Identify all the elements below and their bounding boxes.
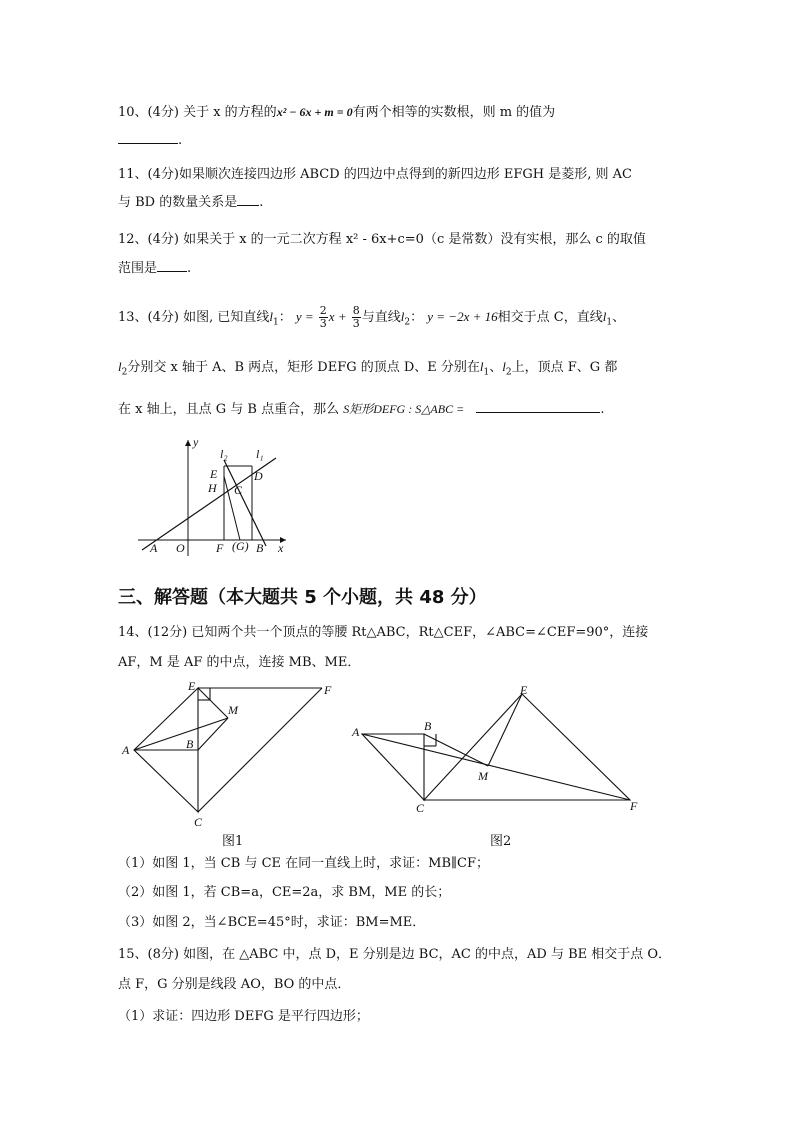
q12-line1: 12、(4分) 如果关于 x 的一元二次方程 x² - 6x+c=0（c 是常数）没有实根，那么 c 的取值 xyxy=(118,232,646,247)
q13-answer-blank[interactable] xyxy=(476,400,600,413)
q13-line2-b: 上，顶点 F、G 都 xyxy=(511,360,618,375)
q13-figure xyxy=(138,436,290,558)
q11-line2: 与 BD 的数量关系是 . xyxy=(118,195,264,210)
q13-line2: $l_2$分别交 x 轴于 A、B 两点，矩形 DEFG 的顶点 D、E 分别在$l_1$、$l_2$上，顶点 F、G 都 xyxy=(118,359,618,378)
q12-line2-text: 范围是 xyxy=(118,261,158,276)
fig13-label-y: y xyxy=(193,436,199,449)
fig13-label-H: H xyxy=(208,481,217,495)
q10-equation: x² − 6x + m = 0 xyxy=(276,105,353,119)
q15-line1: 15、(8分) 如图，在 △ABC 中，点 D，E 分别是边 BC，AC 的中点，AD 与 BE 相交于点 O． xyxy=(118,947,672,962)
fig2-label-A: A xyxy=(352,725,360,739)
q13-l1-label: l xyxy=(269,309,273,324)
q13-ratio: S矩形DEFG : S△ABC = xyxy=(343,402,465,416)
q14-sub3: （3）如图 2，当∠BCE=45°时，求证：BM=ME． xyxy=(118,915,426,930)
fig1-label-A: A xyxy=(122,743,130,757)
q10-prefix: 10、(4分) 关于 x 的方程的 xyxy=(118,105,277,120)
fig2-label-E: E xyxy=(520,684,528,697)
fig13-label-D: D xyxy=(254,469,263,483)
q10-answer-blank[interactable] xyxy=(118,131,178,144)
fig13-label-F: F xyxy=(216,541,224,555)
q11-line2-text: 与 BD 的数量关系是 xyxy=(118,195,238,210)
q13-line3: 在 x 轴上，且点 G 与 B 点重合，那么 S矩形DEFG : S△ABC = . xyxy=(118,402,605,417)
q12-answer-blank[interactable] xyxy=(157,259,187,272)
fig13-label-G: (G) xyxy=(232,539,249,553)
fig13-label-E: E xyxy=(210,467,218,481)
fig2-label-C: C xyxy=(416,801,425,815)
fig1-label-F: F xyxy=(324,683,332,697)
q13-l1-x: x + xyxy=(328,309,347,324)
q14-sub2: （2）如图 1，若 CB=a，CE=2a，求 BM，ME 的长； xyxy=(118,885,451,900)
q10-line2: . xyxy=(118,131,182,150)
q14-line1: 14、(12分) 已知两个共一个顶点的等腰 Rt△ABC，Rt△CEF，∠ABC=∠CEF=90°，连接 xyxy=(118,625,649,640)
fig2-label-F: F xyxy=(630,799,638,813)
q15-line2: 点 F，G 分别是线段 AO，BO 的中点． xyxy=(118,977,351,992)
q14-figure2 xyxy=(348,684,648,826)
fig2-label-B: B xyxy=(424,719,432,733)
q11-answer-blank[interactable] xyxy=(237,193,259,206)
fig2-caption: 图2 xyxy=(490,834,512,849)
fig1-label-E: E xyxy=(188,680,196,693)
fig13-label-l2: l₂ xyxy=(220,447,228,461)
q11-line1: 11、(4分)如果顺次连接四边形 ABCD 的四边中点得到的新四边形 EFGH 是菱形, 则 AC xyxy=(118,167,633,182)
q13-l1-eq-lhs: y = xyxy=(295,309,314,324)
q13-frac2: $\frac{8}{3}$ xyxy=(352,304,360,330)
q14-figure1 xyxy=(118,680,340,830)
fig2-label-M: M xyxy=(478,769,488,783)
fig1-label-C: C xyxy=(194,815,203,829)
q13-frac1: $\frac{2}{3}$ xyxy=(319,304,327,330)
q10-line1 xyxy=(118,103,555,122)
fig13-label-C: C xyxy=(234,483,243,497)
q14-line2: AF，M 是 AF 的中点，连接 MB、ME． xyxy=(118,655,361,670)
fig1-label-B: B xyxy=(186,737,194,751)
q10-suffix: 有两个相等的实数根，则 m 的值为 xyxy=(352,105,556,120)
q13-mid: 与直线 xyxy=(361,310,401,325)
fig13-label-O: O xyxy=(176,541,185,555)
section3-title: 三、解答题（本大题共 5 个小题，共 48 分） xyxy=(118,587,487,608)
q13-line3-text: 在 x 轴上，且点 G 与 B 点重合，那么 xyxy=(118,402,340,417)
fig1-label-M: M xyxy=(228,703,238,717)
q13-suffix: 相交于点 C，直线 xyxy=(497,310,603,325)
fig13-label-B: B xyxy=(256,541,264,555)
q13-prefix: 13、(4分) 如图, 已知直线 xyxy=(118,310,270,325)
fig1-caption: 图1 xyxy=(222,834,244,849)
q12-line2: 范围是 . xyxy=(118,261,192,276)
fig13-label-x: x xyxy=(278,541,284,555)
fig13-label-l1: l₁ xyxy=(256,447,264,461)
fig13-label-A: A xyxy=(150,541,158,555)
q13-l2-eq: y = −2x + 16 xyxy=(427,309,498,324)
q14-sub1: （1）如图 1，当 CB 与 CE 在同一直线上时，求证：MB∥CF； xyxy=(118,856,489,871)
q13-line1: 13、(4分) 如图, 已知直线$l_1$： y = $\frac{2}{3}$ x + $\frac{8}{3}$ 与直线$l_2$： y = −2x + 16相交于点 C，直线$l_1$、 xyxy=(118,304,626,330)
q15-sub1: （1）求证：四边形 DEFG 是平行四边形； xyxy=(118,1009,369,1024)
q13-line2-text: 分别交 x 轴于 A、B 两点，矩形 DEFG 的顶点 D、E 分别在 xyxy=(127,360,480,375)
